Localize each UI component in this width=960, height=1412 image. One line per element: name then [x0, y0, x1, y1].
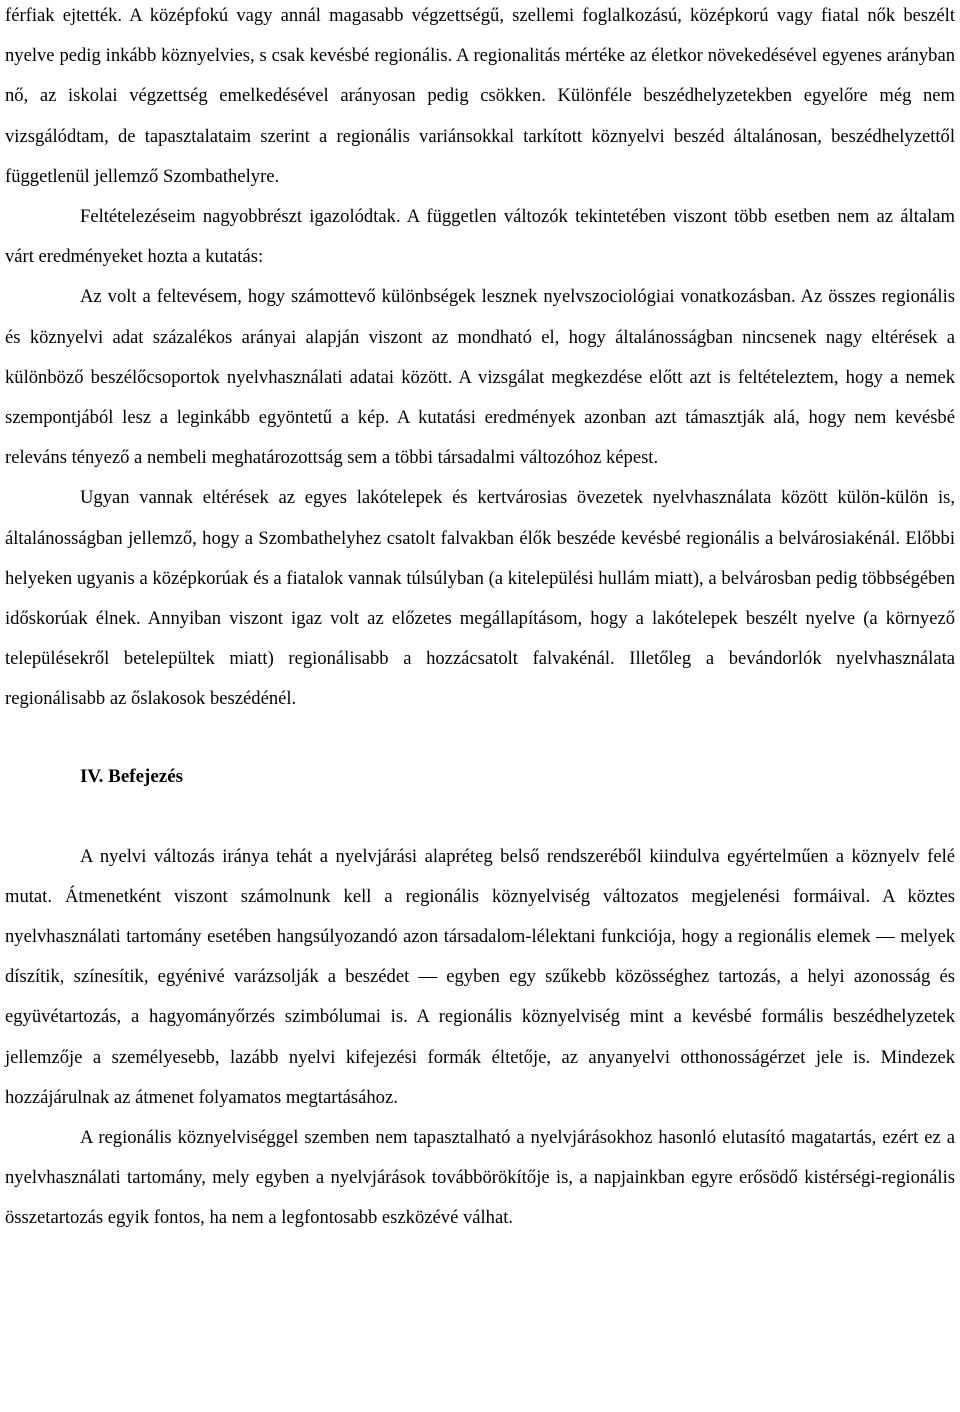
body-text-bottom — [5, 837, 955, 1239]
body-text-top — [5, 0, 955, 720]
paragraph-2: Feltételezéseim nagyobbrészt igazolódtak. A független változók tekintetében viszont több esetben nem az általam várt eredményeket hozta a kutatás: — [5, 206, 955, 268]
paragraph-3: Az volt a feltevésem, hogy számottevő különbségek lesznek nyelvszociológiai vonatkozásban. Az összes regionális és köznyelvi adat százalékos arányai alapján viszont az mondható el, hogy általánosságban nincsenek nagy eltérések a különböző beszélőcsoportok nyelvhasználati adatai között. A vizsgálat megkezdése előtt azt is feltételeztem, hogy a nemek szempontjából lesz a leginkább egyöntetű a kép. A kutatási eredmények azonban azt támasztják alá, hogy nem kevésbé releváns tényező a nembeli meghatározottság sem a többi társadalmi változóhoz képest. — [5, 286, 955, 469]
paragraph-6: A regionális köznyelviséggel szemben nem tapasztalható a nyelvjárásokhoz hasonló elutasító magatartás, ezért ez a nyelvhasználati tartomány, mely egyben a nyelvjárások továbbörökítője is, a napjainkban egyre erősödő kistérségi-regionális összetartozás egyik fontos, ha nem a legfontosabb eszközévé válhat. — [5, 1127, 955, 1229]
paragraph-5: A nyelvi változás iránya tehát a nyelvjárási alapréteg belső rendszeréből kiindulva egyértelműen a köznyelv felé mutat. Átmenetként viszont számolnunk kell a regionális köznyelviség változatos megjelenési formáival. A köztes nyelvhasználati tartomány esetében hangsúlyozandó azon társadalom-lélektani funkciója, hogy a regionális elemek — melyek díszítik, színesítik, egyénivé varázsolják a beszédet — egyben egy szűkebb közösséghez tartozás, a helyi azonosság és együvétartozás, a hagyományőrzés szimbólumai is. A regionális köznyelviség mint a kevésbé formális beszédhelyzetek jellemzője a személyesebb, lazább nyelvi kifejezési formák éltetője, az anyanyelvi otthonosságérzet jele is. Mindezek hozzájárulnak az átmenet folyamatos megtartásához. — [5, 845, 955, 1108]
paragraph-4: Ugyan vannak eltérések az egyes lakótelepek és kertvárosias övezetek nyelvhasználata között külön-külön is, általánosságban jellemző, hogy a Szombathelyhez csatolt falvakban élők beszéde kevésbé regionális a belvárosiakénál. Előbbi helyeken ugyanis a középkorúak és a fiatalok vannak túlsúlyban (a kitelepülési hullám miatt), a belvárosban pedig többségében időskorúak élnek. Annyiban viszont igaz volt az előzetes megállapításom, hogy a lakótelepek beszélt nyelve (a környező településekről betelepültek miatt) regionálisabb a hozzácsatolt falvakénál. Illetőleg a bevándorlók nyelvhasználata regionálisabb az őslakosok beszédénél. — [5, 487, 955, 710]
spacer — [5, 797, 955, 837]
document-page — [5, 0, 955, 1239]
section-heading: IV. Befejezés — [80, 765, 184, 787]
paragraph-1: férfiak ejtették. A középfokú vagy annál magasabb végzettségű, szellemi foglalkozású, középkorú vagy fiatal nők beszélt nyelve pedig inkább köznyelvies, s csak kevésbé regionális. A regionalitás mértéke az életkor növekedésével egyenes arányban nő, az iskolai végzettség emelkedésével arányosan pedig csökken. Különféle beszédhelyzetekben egyelőre még nem vizsgálódtam, de tapasztalataim szerint a regionális variánsokkal tarkított köznyelvi beszéd általánosan, beszédhelyzettől függetlenül jellemző Szombathelyre. — [5, 5, 955, 187]
spacer — [5, 720, 955, 757]
